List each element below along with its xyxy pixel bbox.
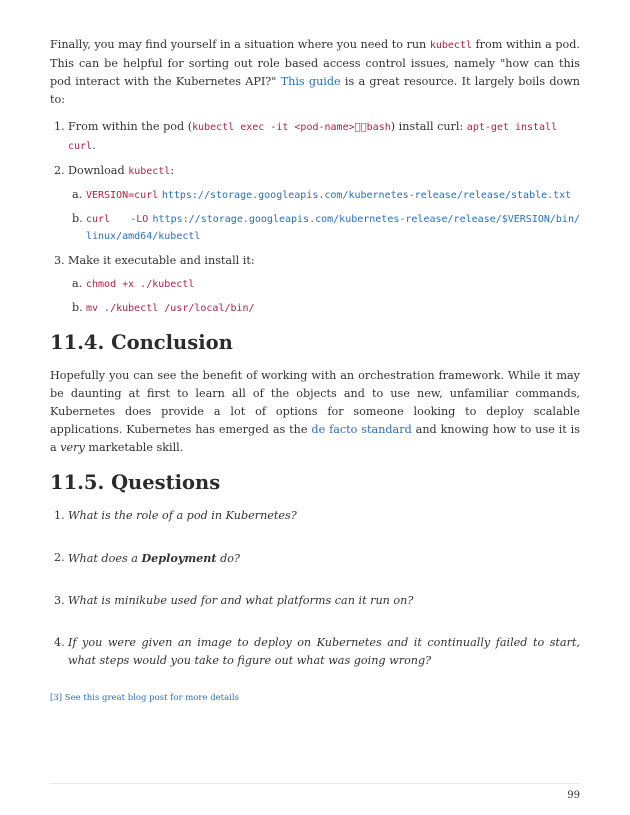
list-item: 3. Make it executable and install it: a. chmod +x ./kubectl b. mv ./kubectl /usr/local/bin/ (50, 252, 580, 317)
sub-list (68, 187, 580, 245)
footnote-link[interactable]: See this great blog post for more details (64, 693, 239, 703)
question-item: 1. What is the role of a pod in Kubernetes? (54, 509, 297, 522)
question-item: 2. What does a Deployment do? (54, 551, 241, 565)
inline-code: curl -LO (86, 214, 149, 225)
questions-list (50, 507, 580, 670)
intro-paragraph: Finally, you may find yourself in a situation where you need to run kubectl from within a pod. This can be helpful for sorting out role based access control issues, namely "how can this pod interact with the Kubernetes API?" This guide is a great resource. It largely boils down to: (50, 38, 580, 106)
sub-list-item: b. mv ./kubectl /usr/local/bin/ (72, 301, 255, 314)
inline-code: VERSION=curl (86, 190, 159, 201)
footnote (50, 692, 580, 704)
kubectl-download-link[interactable]: https://storage.googleapis.com/kubernetes-release/release/$VERSION/bin/linux/amd64/kubectl (86, 214, 580, 242)
inline-code: kubectl (128, 166, 171, 177)
list-item: 2. Download kubectl: a. VERSION=curl https://storage.googleapis.com/kubernetes-release/release/stable.txt b. curl -LO https://storage.googleapis.com/kubernetes-release/release/$VERSION/bin/linux/amd64/kubectl (50, 162, 580, 245)
conclusion-heading: 11.4. Conclusion (50, 331, 233, 354)
question-item: 3. What is minikube used for and what platforms can it run on? (54, 594, 414, 607)
inline-code: kubectl (429, 40, 472, 51)
stable-txt-link[interactable]: https://storage.googleapis.com/kubernetes-release/release/stable.txt (161, 190, 572, 201)
page-number: 99 (567, 790, 580, 801)
sub-list-item: a. chmod +x ./kubectl (72, 277, 195, 290)
list-item: 1. From within the pod (kubectl exec -it <pod-name>  bash) install curl: apt-get install curl. (54, 120, 558, 152)
inline-code: mv ./kubectl /usr/local/bin/ (86, 303, 255, 314)
conclusion-paragraph: Hopefully you can see the benefit of working with an orchestration framework. While it may be daunting at first to learn all of the objects and to use new, unfamiliar commands, Kubernetes does provide a lot of options for someone looking to deploy scalable applications. Kubernetes has emerged as the de facto standard and knowing how to use it is a very marketable skill. (50, 369, 581, 454)
inline-code: chmod +x ./kubectl (86, 279, 195, 290)
footer-divider (50, 783, 580, 784)
sub-list-item: a. VERSION=curl https://storage.googleapis.com/kubernetes-release/release/stable.txt (72, 188, 572, 201)
this-guide-link[interactable]: This guide (280, 75, 341, 88)
steps-list (50, 118, 580, 317)
questions-heading: 11.5. Questions (50, 471, 221, 494)
inline-code: kubectl exec -it <pod-name>  bash (192, 122, 391, 133)
sub-list-item: b. curl -LO https://storage.googleapis.com/kubernetes-release/release/$VERSION/bin/linux/amd64/kubectl (72, 212, 580, 242)
sub-list (68, 276, 580, 317)
page-content (50, 36, 580, 704)
footnote-marker[interactable]: [3] (50, 693, 63, 703)
inline-code: apt-get install curl (68, 122, 558, 152)
de-facto-standard-link[interactable]: de facto standard (311, 423, 412, 436)
question-item: 4. If you were given an image to deploy on Kubernetes and it continually failed to start, what steps would you take to figure out what was going wrong? (54, 636, 580, 667)
